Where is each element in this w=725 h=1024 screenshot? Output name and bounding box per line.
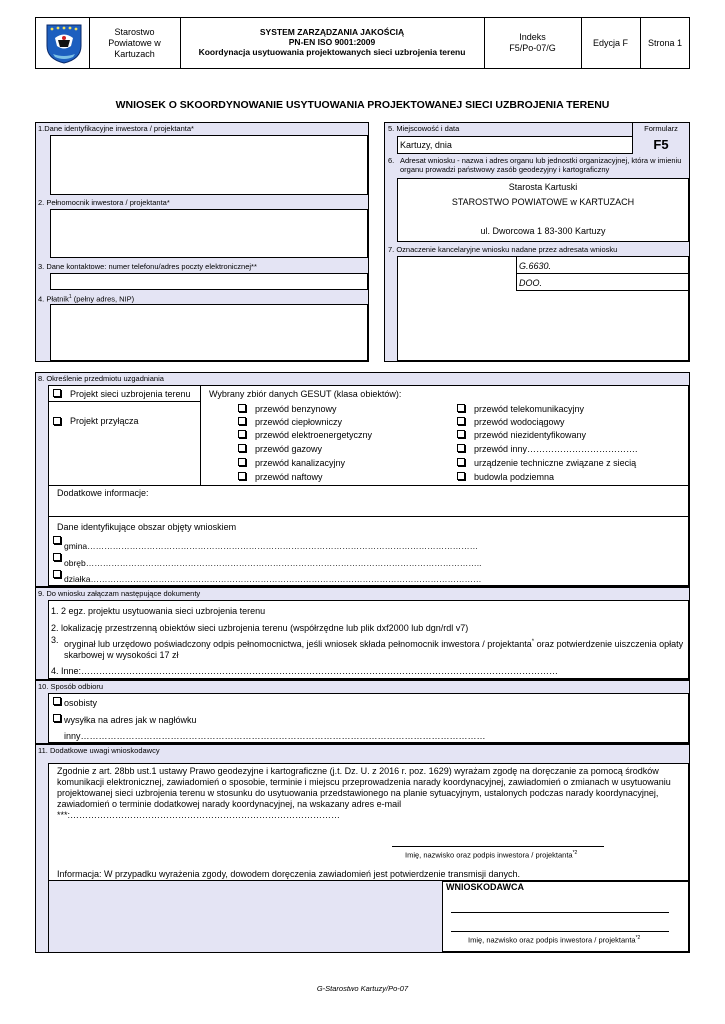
coat-of-arms-logo xyxy=(46,24,82,69)
edition-label: Edycja F xyxy=(592,38,628,48)
gesut-benzyna-label: przewód benzynowy xyxy=(255,404,337,414)
connection-project-checkbox[interactable] xyxy=(53,417,61,425)
form-title: WNIOSEK O SKOORDYNOWANIE USYTUOWANIA PROJEKTOWANEJ SIECI UZBROJENIA TERENU xyxy=(115,99,610,111)
gesut-budowla-label: budowla podziemna xyxy=(474,472,555,482)
addressee-name: Starosta Kartuski xyxy=(508,182,578,192)
section6-label: Adresat wniosku - nazwa i adres organu lub jednostki organizacyjnej, która w imieniu organu prowadzi państwowy zasób geodezyjny i kartograficzny xyxy=(400,156,682,174)
attachment-3-number: 3. xyxy=(51,635,59,645)
section7-label: 7. Oznaczenie kancelaryjne wniosku nadane przez adresata wniosku xyxy=(388,245,618,254)
section4-label: 4. Płatnik$^1$ (pełny adres, NIP) xyxy=(38,294,135,304)
gesut-nafta-checkbox[interactable] xyxy=(238,472,246,480)
gesut-niezid-label: przewód niezidentyfikowany xyxy=(474,430,587,440)
section2-label: 2. Pełnomocnik inwestora / projektanta* xyxy=(38,198,170,207)
section11-label: 11. Dodatkowe uwagi wnioskodawcy xyxy=(38,746,160,755)
applicant-heading: WNIOSKODAWCA xyxy=(446,882,524,892)
pickup-other-field[interactable]: inny……………………………………………………………………………………………………………………… xyxy=(64,731,486,741)
addressee-address: ul. Dworcowa 1 83-300 Kartuzy xyxy=(480,226,606,236)
gesut-woda-checkbox[interactable] xyxy=(457,417,465,425)
gesut-cieplo-label: przewód ciepłowniczy xyxy=(255,417,343,427)
reference-doo: DOO. xyxy=(519,278,543,288)
area-gmina-checkbox[interactable] xyxy=(53,536,61,544)
footer-text: G-Starostwo Kartuzy/Po-07 xyxy=(316,984,409,993)
area-gmina-field[interactable]: gmina………………………………………………………………………………………………………………………… xyxy=(64,541,479,551)
gesut-elektro-label: przewód elektroenergetyczny xyxy=(255,430,373,440)
gesut-urzadzenie-checkbox[interactable] xyxy=(457,458,465,466)
procedure-subtitle: Koordynacja usytuowania projektowanych sieci uzbrojenia terenu xyxy=(198,47,466,57)
gesut-telekom-label: przewód telekomunikacyjny xyxy=(474,404,585,414)
gesut-nafta-label: przewód naftowy xyxy=(255,472,323,482)
network-project-checkbox[interactable] xyxy=(53,389,61,397)
signature-label-2: Imię, nazwisko oraz podpis inwestora / projektanta$^{*2}$ xyxy=(468,935,641,945)
reference-g: G.6630. xyxy=(519,261,552,271)
section9-label: 9. Do wniosku załączam następujące dokumenty xyxy=(38,589,201,598)
attachment-2: 2. lokalizację przestrzenną obiektów sieci uzbrojenia terenu (współrzędne lub plik dxf2000 lub dgn/rdl v7) xyxy=(51,623,469,633)
gesut-kanal-checkbox[interactable] xyxy=(238,458,246,466)
pickup-mail-checkbox[interactable] xyxy=(53,714,61,722)
attachment-other[interactable]: 4. Inne:…………………………………………………………………………………………………………………………………………… xyxy=(51,666,559,676)
section8-label: 8. Określenie przedmiotu uzgadniania xyxy=(38,374,164,383)
attachment-1: 1. 2 egz. projektu usytuowania sieci uzbrojenia terenu xyxy=(51,606,266,616)
additional-info-label: Dodatkowe informacje: xyxy=(57,488,149,498)
gesut-benzyna-checkbox[interactable] xyxy=(238,404,246,412)
section3-label: 3. Dane kontaktowe: numer telefonu/adres poczty elektronicznej** xyxy=(38,262,257,271)
investor-id-field[interactable] xyxy=(50,135,368,195)
gesut-inny-checkbox[interactable] xyxy=(457,444,465,452)
attachment-3: oryginał lub urzędowo poświadczony odpis pełnomocnictwa, jeśli wniosek składa pełnomocnik inwestora / projektanta* oraz potwierdzenie uiszczenia opłaty skarbowej w wysokości 17 zł xyxy=(64,639,684,660)
pickup-personal-checkbox[interactable] xyxy=(53,697,61,705)
payer-field[interactable] xyxy=(50,304,368,361)
gesut-urzadzenie-label: urządzenie techniczne związane z siecią xyxy=(474,458,637,468)
area-dzialka-checkbox[interactable] xyxy=(53,570,61,578)
contact-field[interactable] xyxy=(50,273,368,290)
info-text: Informacja: W przypadku wyrażenia zgody, dowodem doręczenia zawiadomień jest potwierdzenie transmisji danych. xyxy=(57,869,521,879)
gesut-gaz-label: przewód gazowy xyxy=(255,444,323,454)
network-project-label: Projekt sieci uzbrojenia terenu xyxy=(70,389,191,399)
org-name-line1: Starostwo xyxy=(114,27,155,37)
index-value: F5/Po-07/G xyxy=(509,43,556,53)
gesut-inny-label: przewód inny………………………………. xyxy=(474,444,638,454)
section1-label: 1.Dane identyfikacyjne inwestora / projektanta* xyxy=(38,124,194,133)
signature-label-1: Imię, nazwisko oraz podpis inwestora / projektanta$^{*2}$ xyxy=(405,850,578,860)
gesut-elektro-checkbox[interactable] xyxy=(238,430,246,438)
area-label: Dane identyfikujące obszar objęty wnioskiem xyxy=(57,522,237,532)
section10-label: 10. Sposób odbioru xyxy=(38,682,104,691)
gesut-budowla-checkbox[interactable] xyxy=(457,472,465,480)
form-label: Formularz xyxy=(644,124,678,133)
area-obreb-field[interactable]: obręb………………………………………………………………………………………………………………………….. xyxy=(64,558,482,568)
gesut-cieplo-checkbox[interactable] xyxy=(238,417,246,425)
iso-standard: PN-EN ISO 9001:2009 xyxy=(288,37,376,47)
area-obreb-checkbox[interactable] xyxy=(53,553,61,561)
page-label: Strona 1 xyxy=(647,38,683,48)
section5-label: 5. Miejscowość i data xyxy=(388,124,460,133)
index-label: Indeks xyxy=(519,32,546,42)
section6-number: 6. xyxy=(388,156,395,165)
gesut-label: Wybrany zbiór danych GESUT (klasa obiektów): xyxy=(209,389,402,399)
connection-project-label: Projekt przyłącza xyxy=(70,416,139,426)
gesut-gaz-checkbox[interactable] xyxy=(238,444,246,452)
system-title: SYSTEM ZARZĄDZANIA JAKOŚCIĄ xyxy=(259,27,405,37)
consent-text: Zgodnie z art. 28bb ust.1 ustawy Prawo geodezyjne i kartograficzne (j.t. Dz. U. z 2016 r. poz. 1629) wyrażam zgodę na doręczanie za pomocą środków komunikacji elektronicznej, zawiadomień o sposobie, terminie i miejscu przeprowadzenia narady koordynacyjnej, zawiadomień o zmianach w usytuowaniu projektowanej sieci uzbrojenia terenu w stosunku do usytuowania przedstawionego na planie sytuacyjnym, ustalonych podczas narady koordynacyjnej, zawiadomień o terminie dodatkowej narady koordynacyjnej, na wskazany adres e-mail ***:……………………………………………………………………………… xyxy=(57,766,671,820)
pickup-personal-label: osobisty xyxy=(64,698,98,708)
gesut-kanal-label: przewód kanalizacyjny xyxy=(255,458,346,468)
form-code: F5 xyxy=(653,137,669,152)
org-name-line3: Kartuzach xyxy=(114,49,155,59)
addressee-office: STAROSTWO POWIATOWE w KARTUZACH xyxy=(451,197,635,207)
pickup-mail-label: wysyłka na adres jak w nagłówku xyxy=(64,715,197,725)
proxy-field[interactable] xyxy=(50,209,368,258)
place-date-value: Kartuzy, dnia xyxy=(400,140,452,150)
org-name-line2: Powiatowe w xyxy=(108,38,161,48)
gesut-telekom-checkbox[interactable] xyxy=(457,404,465,412)
area-dzialka-field[interactable]: działka………………………………………………………………………………………………………………………… xyxy=(64,574,482,584)
gesut-niezid-checkbox[interactable] xyxy=(457,430,465,438)
gesut-woda-label: przewód wodociągowy xyxy=(474,417,565,427)
